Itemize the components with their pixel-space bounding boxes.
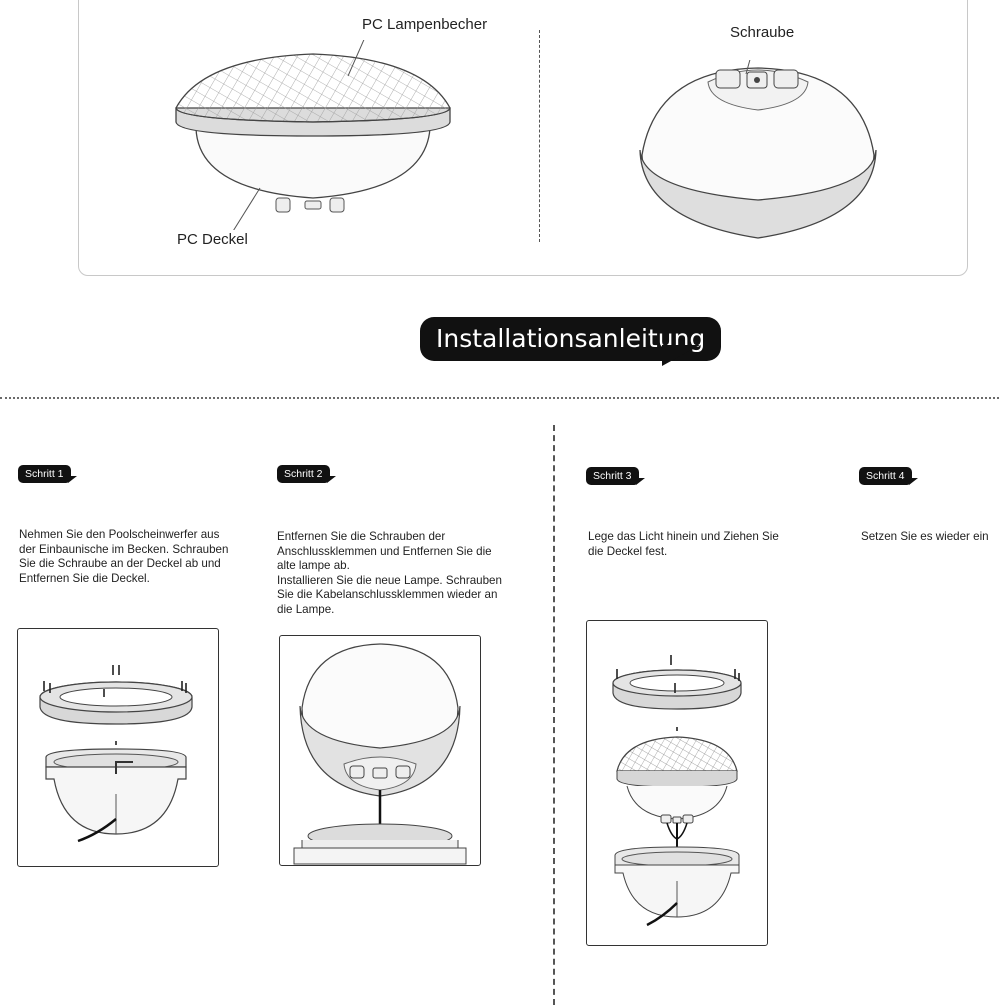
step-4-text: Setzen Sie es wieder ein [861,530,989,543]
lamp-back-illustration [636,60,881,250]
steps-divider [553,425,555,1005]
step-2-illustration [279,635,481,866]
section-title-tail [662,345,700,366]
step-3-badge: Schritt 3 [586,467,639,485]
section-divider [0,397,999,399]
step-3-text: Lege das Licht hinein und Ziehen Sie die Deckel fest. [588,530,779,558]
label-deckel: PC Deckel [177,231,248,248]
panel-divider [539,30,540,242]
label-lampenbecher: PC Lampenbecher [362,16,488,33]
lamp-front-illustration [168,40,458,230]
step-1-illustration [17,628,219,867]
label-schraube: Schraube [730,24,795,41]
section-title: Installationsanleitung [420,317,721,361]
step-3-illustration [586,620,768,946]
step-1-text: Nehmen Sie den Poolscheinwerfer aus der Einbaunische im Becken. Schrauben Sie die Schraube an der Deckel ab und Entfernen Sie die Deckel. [19,528,229,585]
step-2-text: Entfernen Sie die Schrauben der Anschlussklemmen und Entfernen Sie die alte lampe ab. Installieren Sie die neue Lampe. Schrauben Sie die Kabelanschlussklemmen wieder an die Lampe. [277,530,502,616]
step-4-badge: Schritt 4 [859,467,912,485]
step-1-badge: Schritt 1 [18,465,71,483]
step-2-badge: Schritt 2 [277,465,330,483]
